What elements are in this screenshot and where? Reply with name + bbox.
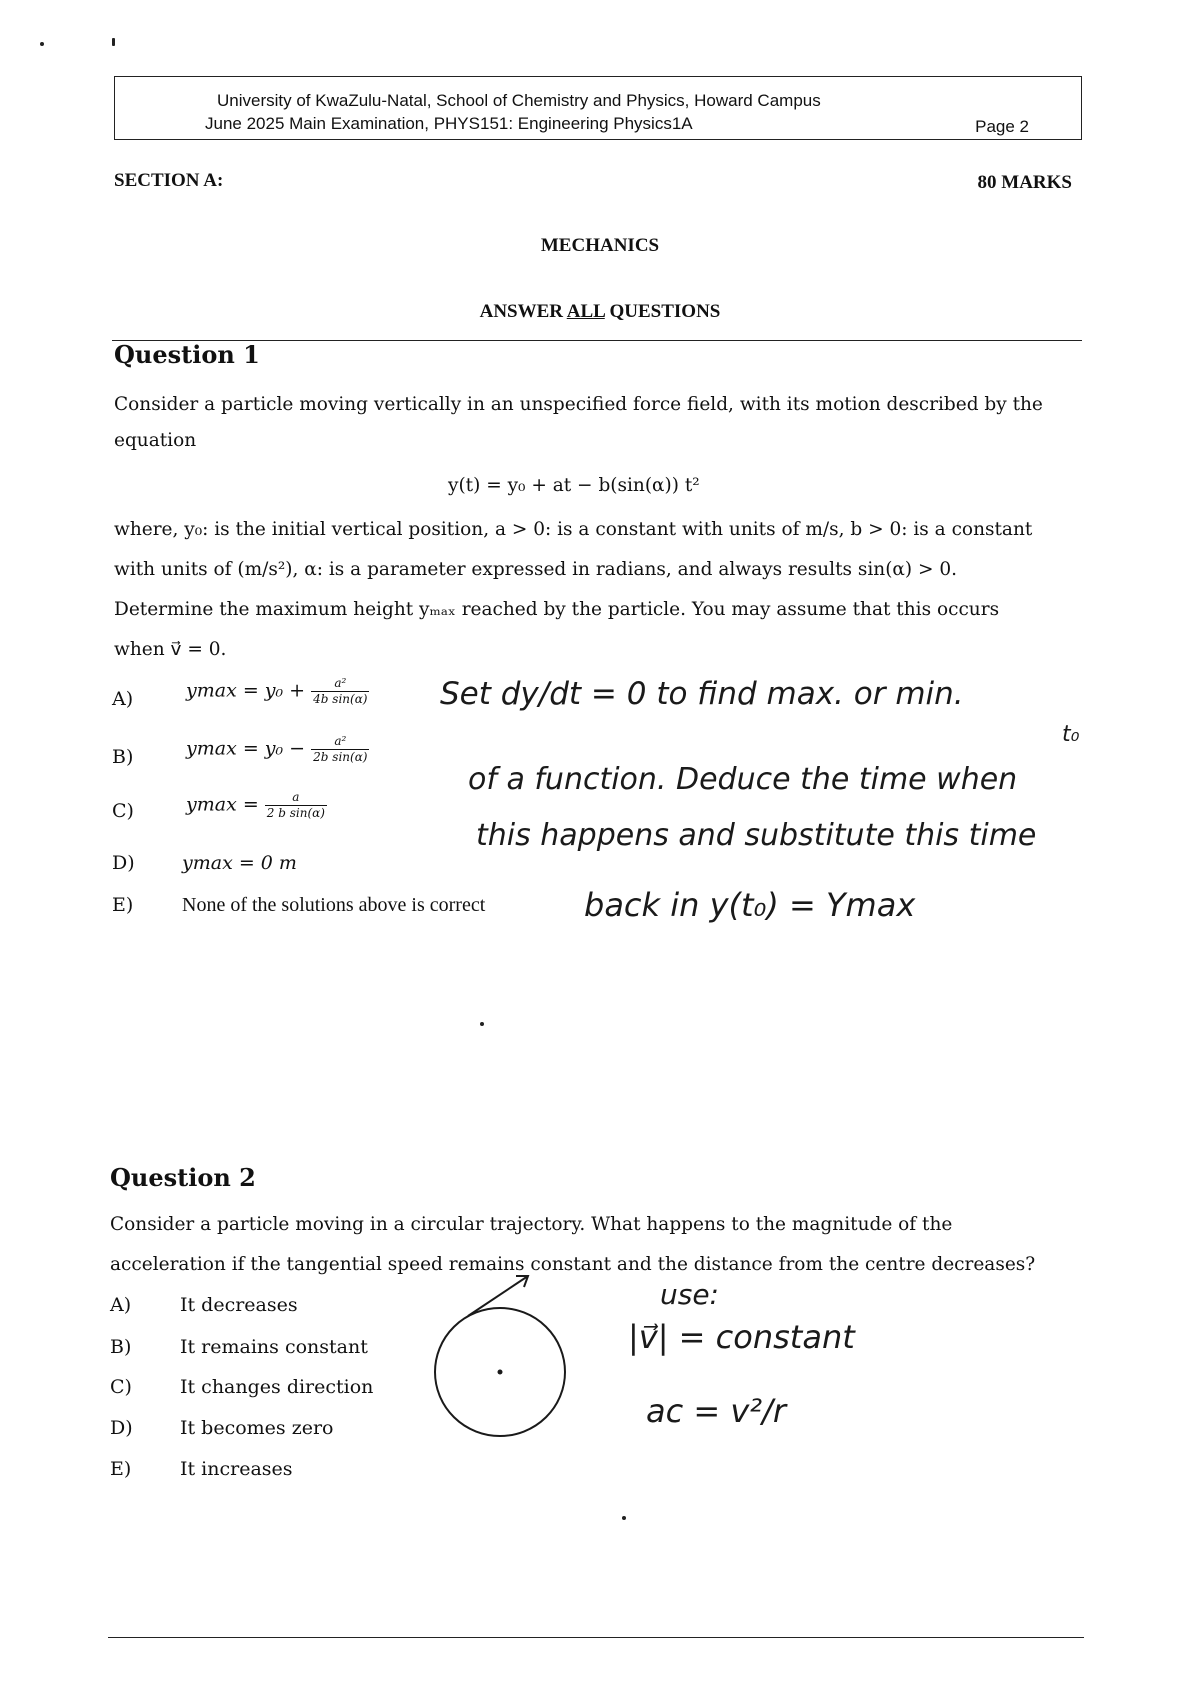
scan-speck xyxy=(112,38,115,46)
page-number: Page 2 xyxy=(975,117,1029,136)
question-2-title: Question 2 xyxy=(110,1163,256,1192)
q2-option-d-letter: D) xyxy=(110,1417,133,1439)
q2-option-d[interactable]: It becomes zero xyxy=(180,1417,334,1439)
question-1-definitions: where, y₀: is the initial vertical position, a > 0: is a constant with units of m/s, b > 0: is a constant with units of (m/s²), α: is a parameter expressed in radians, and always results sin(α) > 0. Determine the maximum height yₘₐₓ reached by the particle. You may assume that this occurs when v⃗ = 0. xyxy=(114,519,1033,660)
q2-option-e-letter: E) xyxy=(110,1458,132,1480)
scan-speck xyxy=(40,42,44,46)
q1-note-line1: Set dy/dt = 0 to find max. or min. xyxy=(440,676,964,712)
question-2-text: Consider a particle moving in a circular trajectory. What happens to the magnitude of the acceleration if the tangential speed remains constant and the distance from the centre decreases? xyxy=(110,1214,1036,1275)
footer-divider xyxy=(108,1637,1084,1638)
question-1-equation: y(t) = y₀ + at − b(sin(α)) t² xyxy=(448,475,700,496)
q1-option-c[interactable]: ymax = $\frac{a}{\text{2 b sin(α)}}$ xyxy=(186,790,325,820)
section-title: SECTION A: xyxy=(114,170,224,191)
q1-option-d-letter: D) xyxy=(112,852,135,874)
question-1-title: Question 1 xyxy=(114,340,260,369)
q2-option-e[interactable]: It increases xyxy=(180,1458,293,1480)
q1-note-line3: this happens and substitute this time xyxy=(476,818,1037,853)
q1-note-line2: of a function. Deduce the time when xyxy=(468,762,1018,797)
q1-option-c-letter: C) xyxy=(112,800,134,822)
q1-option-b[interactable]: ymax = y₀ − $\frac{\text{a²}}{\text{2b sin(α)}}$ xyxy=(186,734,368,764)
q1-option-b-letter: B) xyxy=(112,746,134,768)
q1-option-e-letter: E) xyxy=(112,894,134,916)
q2-option-c[interactable]: It changes direction xyxy=(180,1376,374,1398)
circle-trajectory-sketch xyxy=(420,1270,590,1440)
q1-option-e[interactable]: None of the solutions above is correct xyxy=(182,894,486,916)
subject-heading: MECHANICS xyxy=(540,235,660,256)
q2-option-a[interactable]: It decreases xyxy=(180,1294,298,1316)
q1-note-t0: t₀ xyxy=(1062,722,1080,747)
q2-option-b-letter: B) xyxy=(110,1336,132,1358)
scan-speck xyxy=(622,1516,626,1520)
q2-option-c-letter: C) xyxy=(110,1376,132,1398)
q2-option-a-letter: A) xyxy=(110,1294,132,1316)
q2-option-b[interactable]: It remains constant xyxy=(180,1336,368,1358)
exam-header xyxy=(114,76,1082,140)
instruction-heading: ANSWER ALL QUESTIONS xyxy=(479,301,721,322)
q1-option-a-letter: A) xyxy=(112,688,134,710)
q1-option-d[interactable]: ymax = 0 m xyxy=(182,852,297,874)
q2-note-line2: ac = v²/r xyxy=(646,1392,787,1430)
question-1-text: Consider a particle moving vertically in an unspecified force field, with its motion described by the equation xyxy=(114,394,1043,451)
section-marks: 80 MARKS xyxy=(977,172,1072,193)
q1-note-line4: back in y(t₀) = Ymax xyxy=(584,886,916,924)
header-exam: June 2025 Main Examination, PHYS151: Engineering Physics1A xyxy=(205,114,693,133)
header-institution: University of KwaZulu-Natal, School of Chemistry and Physics, Howard Campus xyxy=(217,91,821,110)
q2-note-line1: |v⃗| = constant xyxy=(628,1318,855,1356)
q2-note-use: use: xyxy=(660,1278,719,1311)
scan-speck xyxy=(480,1022,484,1026)
q1-option-a[interactable]: ymax = y₀ + $\frac{\text{a²}}{\text{4b sin(α)}}$ xyxy=(186,676,368,706)
